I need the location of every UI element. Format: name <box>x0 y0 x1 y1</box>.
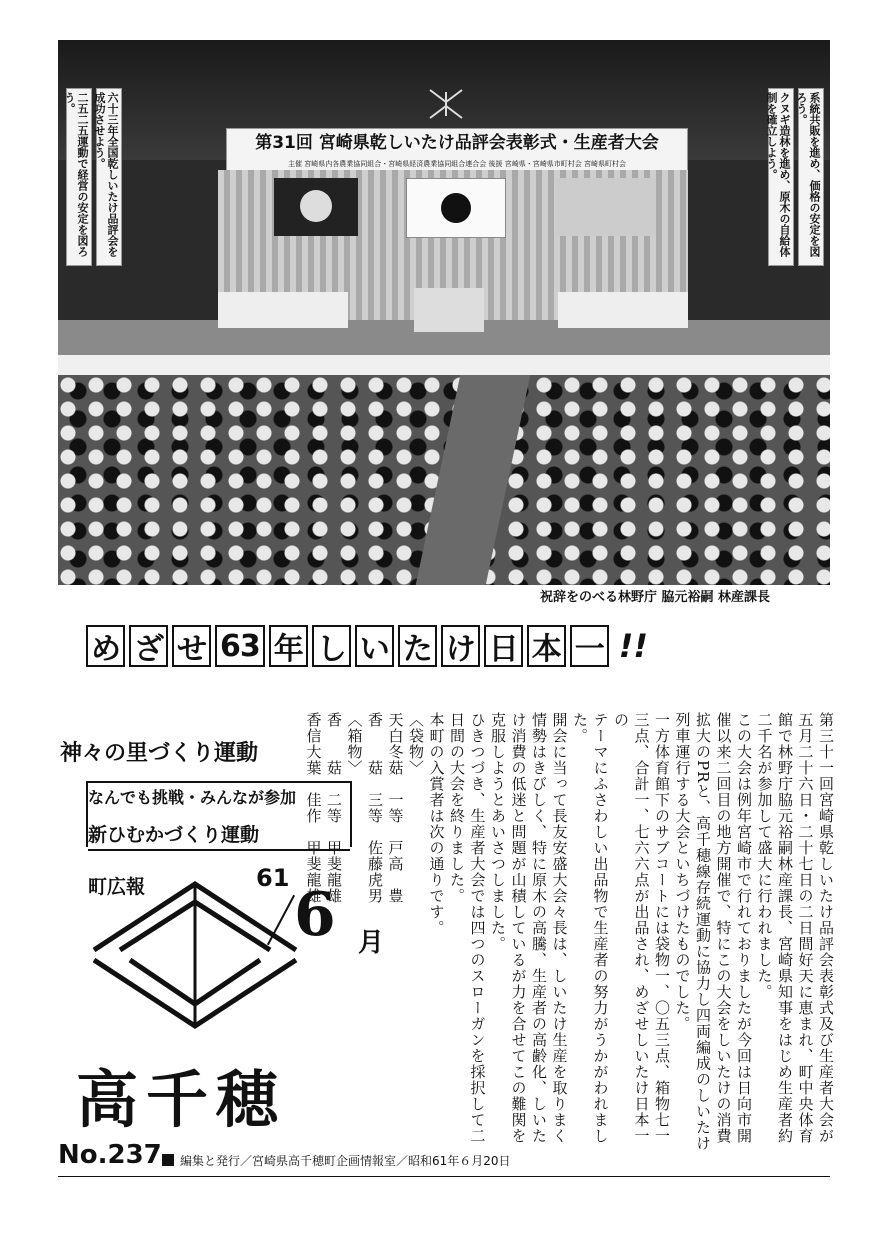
award-entry: 香 菇 二等 甲斐龍雄 <box>325 712 343 904</box>
headline-char: ざ <box>129 625 168 667</box>
article-paragraph: テーマにふさわしい出品物で生産者の努力がうかがわれました。 <box>571 712 610 1144</box>
stage-table-right <box>558 292 688 328</box>
headline-char: た <box>398 625 437 667</box>
left-sign-2: 六十三年全国乾しいたけ品評会を成功させよう。 <box>96 88 122 266</box>
campaign-title: 神々の里づくり運動 <box>60 741 259 766</box>
article <box>304 712 836 1152</box>
publication-name: 町広報 <box>88 876 146 898</box>
month-unit: 月 <box>358 928 385 958</box>
right-sign-2: 系統共販を進め、価格の安定を図ろう。 <box>798 88 824 266</box>
photo-caption: 祝辞をのべる林野庁 脇元裕嗣 林産課長 <box>540 590 771 605</box>
right-flag <box>556 178 656 236</box>
article-body <box>303 712 836 1152</box>
slogan-2: 新ひむかづくり運動 <box>88 820 350 851</box>
right-sign-1: クヌギ造林を進め、原木の自給体制を確立しよう。 <box>768 88 794 266</box>
headline-char: 年 <box>269 625 308 667</box>
headline-char: 63 <box>215 625 265 667</box>
left-flag <box>274 178 358 236</box>
award-entry: 香信大葉 佳作 甲斐龍雄 <box>304 712 323 904</box>
article-paragraph: 第三十一回宮崎県乾しいたけ品評会表彰式及び生産者大会が五月二十六日・二十七日の二日間好天に恵まれ、町中央体育館で林野庁脇元裕嗣林産課長、宮崎県知事をはじめ生産者約二千名が参加して盛大に行われました。 <box>755 712 835 1144</box>
slogan-1: なんでも挑戦・みんなが参加 <box>88 781 350 808</box>
publisher-info: 編集と発行／宮崎県高千穂町企画情報室／昭和61年６月20日 <box>180 1154 511 1168</box>
headline <box>86 622 804 670</box>
town-emblem-icon <box>426 88 466 120</box>
banner-title: 第31回 宮崎県乾しいたけ品評会表彰式・生産者大会 <box>255 133 659 153</box>
award-heading: 〈箱物〉 <box>345 712 364 776</box>
headline-char: し <box>312 625 351 667</box>
slogan-bracket-left <box>86 781 88 847</box>
footer-bullet <box>162 1154 174 1166</box>
footer-rule <box>58 1176 830 1177</box>
article-paragraph: この大会は例年宮崎市で行れておりましたが今回は日向市開催以来二回目の地方開催で、特にこの大会をしいたけの消費拡大のPRと、高千穂線存続運動に協力し四両編成のしいたけ列車運行する大会といちづけたものでした。 <box>673 712 753 1152</box>
headline-char: せ <box>172 625 211 667</box>
headline-char: 日 <box>484 625 523 667</box>
headline-char: け <box>441 625 480 667</box>
town-logo-icon <box>90 880 300 1030</box>
headline-exclaim: !! <box>618 627 648 665</box>
award-heading: 〈袋物〉 <box>407 712 425 776</box>
headline-char: 一 <box>570 625 609 667</box>
headline-char: い <box>355 625 394 667</box>
article-paragraph: ひきつづき、生産者大会では四つのスローガンを採択して二日間の大会を終りました。 <box>448 712 487 1144</box>
left-sign-1: 二五二五運動で経営の安定を図ろう。 <box>66 88 92 266</box>
banner-sub: 主催 宮崎県内各農業協同組合・宮崎県経済農業協同組合連合会 後援 宮崎県・宮崎県市町村会 宮崎県町村会 <box>288 160 626 168</box>
stage-front <box>58 355 830 377</box>
podium <box>414 288 484 332</box>
article-paragraph: 一方体育館下のサブコートには袋物一、〇五三点、箱物七一三点、合計一、七六六点が出品され、めざせしいたけ日本一の <box>612 712 671 1144</box>
stage-table-left <box>218 292 348 328</box>
issue-number: No.237 <box>58 1140 162 1170</box>
article-paragraph: 本町の入賞者は次の通りです。 <box>427 712 446 936</box>
issue-year: 61 <box>256 864 290 892</box>
issue-month: 6 <box>294 880 336 950</box>
headline-char: 本 <box>527 625 566 667</box>
award-entry: 香 菇 三等 佐藤虎男 <box>366 712 384 904</box>
headline-char: め <box>86 625 125 667</box>
article-paragraph: 開会に当って長友安盛大会々長は、しいたけ生産を取りまく情勢はきびしく、特に原木の高騰、生産者の高齢化、しいたけ消費の低迷と問題が山積しているが力を合せてこの難関を克服しようとあいさつしました。 <box>489 712 569 1144</box>
town-name: 高千穂 <box>76 1063 287 1136</box>
national-flag <box>406 178 506 238</box>
stage-banner <box>226 128 688 176</box>
award-entry: 天白冬菇 一等 戸高 豊 <box>386 712 405 904</box>
event-photo <box>58 40 830 582</box>
